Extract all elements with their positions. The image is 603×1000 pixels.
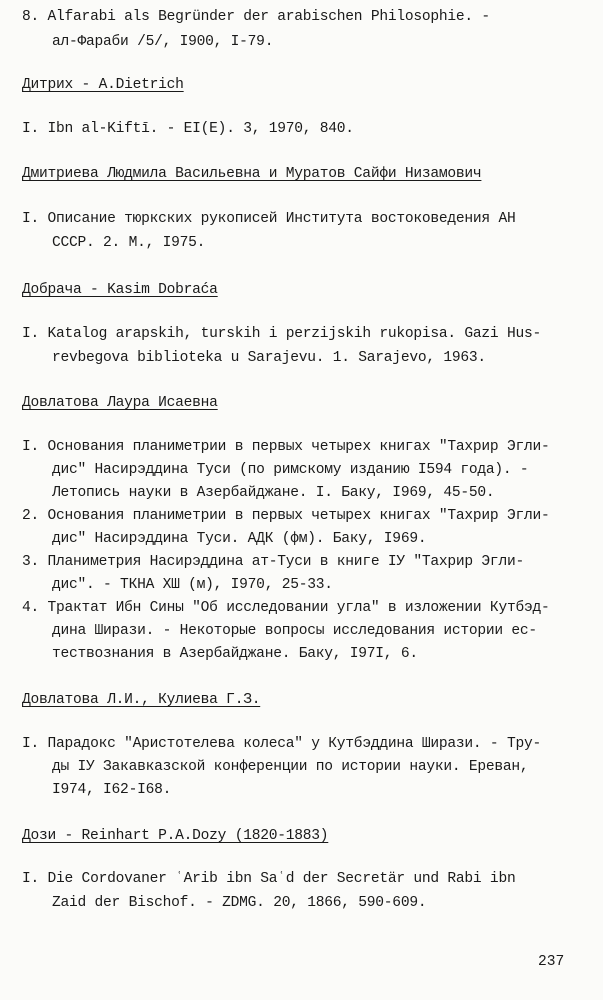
entry-line: 2. Основания планиметрии в первых четырех книгах "Тахрир Эгли- <box>22 508 550 524</box>
page-number: 237 <box>538 954 565 970</box>
entry-line: 4. Трактат Ибн Сины "Об исследовании угла" в изложении Кутбэд- <box>22 600 550 616</box>
author-heading: Добрача - Kasim Dobraća <box>22 282 218 298</box>
entry-line: дина Ширази. - Некоторые вопросы исследования истории ес- <box>52 623 537 639</box>
author-heading: Довлатова Л.И., Кулиева Г.З. <box>22 692 261 708</box>
entry-line: СССР. 2. М., I975. <box>52 235 206 251</box>
entry-line: I. Основания планиметрии в первых четырех книгах "Тахрир Эгли- <box>22 439 550 455</box>
entry-line: тествознания в Азербайджане. Баку, I97I, 6. <box>52 646 418 662</box>
entry-line: 8. Alfarabi als Begründer der arabischen Philosophie. - <box>22 9 490 25</box>
entry-line: I. Ibn al-Kiftī. - EI(E). 3, 1970, 840. <box>22 121 354 137</box>
entry-line: Летопись науки в Азербайджане. I. Баку, I969, 45-50. <box>52 485 495 501</box>
entry-line: I. Katalog arapskih, turskih i perzijskih rukopisa. Gazi Hus- <box>22 326 541 342</box>
entry-line: ды IУ Закавказской конференции по истории науки. Ереван, <box>52 759 529 775</box>
entry-line: дис" Насирэддина Туси (по римскому изданию I594 года). - <box>52 462 529 478</box>
entry-line: I. Die Cordovaner ʿArib ibn Saʿd der Secretär und Rabi ibn <box>22 871 516 887</box>
entry-line: I. Парадокс "Аристотелева колеса" у Кутбэддина Ширази. - Тру- <box>22 736 541 752</box>
entry-line: I974, I62-I68. <box>52 782 172 798</box>
entry-line: 3. Планиметрия Насирэддина ат-Туси в книге IУ "Тахрир Эгли- <box>22 554 524 570</box>
author-heading: Дитрих - A.Dietrich <box>22 77 184 93</box>
entry-line: I. Описание тюркских рукописей Института востоковедения АН <box>22 211 516 227</box>
entry-line: ал-Фараби /5/, I900, I-79. <box>52 34 274 50</box>
author-heading: Довлатова Лаура Исаевна <box>22 395 218 411</box>
entry-line: Zaid der Bischof. - ZDMG. 20, 1866, 590-609. <box>52 895 427 911</box>
entry-line: revbegova biblioteka u Sarajevu. 1. Sarajevo, 1963. <box>52 350 486 366</box>
entry-line: дис" Насирэддина Туси. АДК (фм). Баку, I969. <box>52 531 427 547</box>
author-heading: Дмитриева Людмила Васильевна и Муратов Сайфи Низамович <box>22 166 482 182</box>
entry-line: дис". - ТКНА ХШ (м), I970, 25-33. <box>52 577 333 593</box>
author-heading: Дози - Reinhart P.A.Dozy (1820-1883) <box>22 828 329 844</box>
